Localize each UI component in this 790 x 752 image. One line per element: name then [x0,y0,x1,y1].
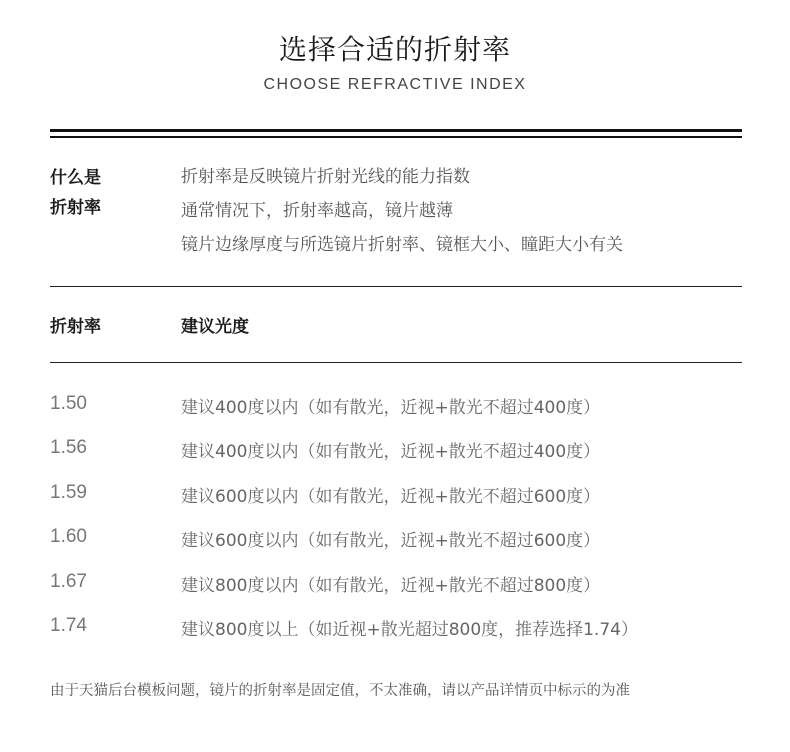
section-divider [50,286,742,287]
table-row [0,526,790,556]
refractive-index-value: 1.56 [50,437,87,458]
refractive-index-value: 1.59 [50,482,87,503]
table-row [0,571,790,601]
suggested-power-text: 建议600度以内（如有散光，近视+散光不超过600度） [181,531,601,551]
suggested-power-text: 建议800度以内（如有散光，近视+散光不超过800度） [181,576,601,596]
definition-label [50,163,101,223]
suggested-power-text: 建议800度以上（如近视+散光超过800度，推荐选择1.74） [181,620,638,640]
footnote: 由于天猫后台模板问题，镜片的折射率是固定值，不太准确，请以产品详情页中标示的为准 [50,683,630,699]
header-double-divider [50,129,742,138]
page-subtitle: CHOOSE REFRACTIVE INDEX [263,76,527,93]
column-header-index: 折射率 [50,317,101,337]
table-header-divider [50,362,742,363]
suggested-power-text: 建议600度以内（如有散光，近视+散光不超过600度） [181,487,601,507]
table-row [0,482,790,512]
refractive-index-value: 1.67 [50,571,87,592]
definition-line: 折射率是反映镜片折射光线的能力指数 [181,167,470,187]
table-row [0,615,790,645]
definition-text [181,160,623,262]
table-row [0,393,790,423]
refractive-index-value: 1.60 [50,526,87,547]
column-header-suggestion: 建议光度 [181,317,249,337]
definition-line: 通常情况下，折射率越高，镜片越薄 [181,201,453,221]
suggested-power-text: 建议400度以内（如有散光，近视+散光不超过400度） [181,442,601,462]
table-row [0,437,790,467]
suggested-power-text: 建议400度以内（如有散光，近视+散光不超过400度） [181,398,601,418]
definition-label-line2: 折射率 [50,198,101,218]
definition-label-line1: 什么是 [50,168,101,188]
definition-line: 镜片边缘厚度与所选镜片折射率、镜框大小、瞳距大小有关 [181,235,623,255]
refractive-index-value: 1.50 [50,393,87,414]
refractive-index-value: 1.74 [50,615,87,636]
page-title: 选择合适的折射率 [278,33,511,66]
